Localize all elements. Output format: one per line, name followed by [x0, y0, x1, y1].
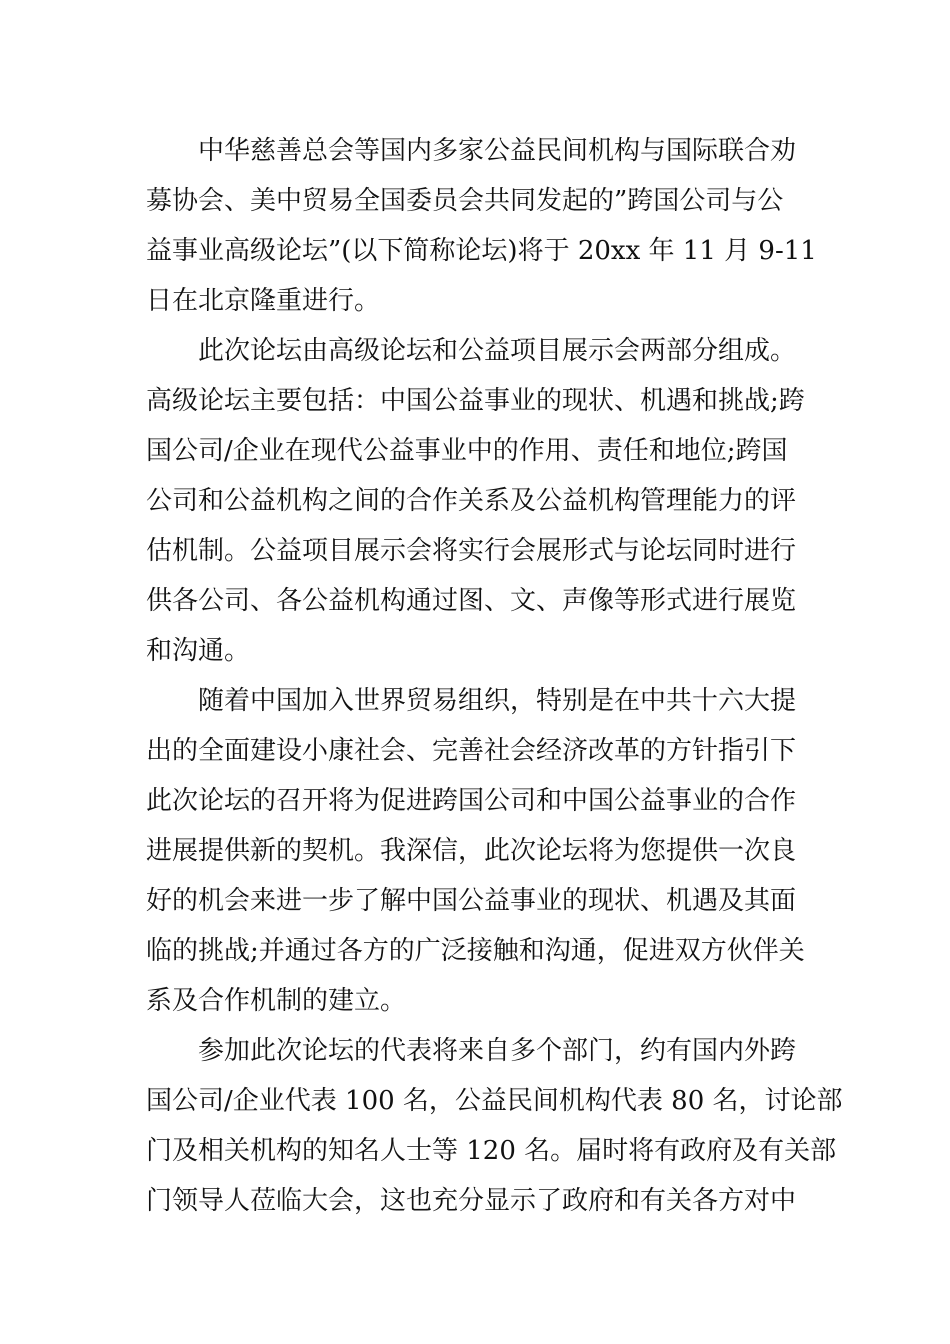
paragraph-2 — [146, 326, 806, 676]
text-line: 高级论坛主要包括：中国公益事业的现状、机遇和挑战;跨 — [146, 386, 805, 416]
text-line: 好的机会来进一步了解中国公益事业的现状、机遇及其面 — [146, 886, 797, 916]
text-line: 国公司/企业在现代公益事业中的作用、责任和地位;跨国 — [146, 436, 788, 466]
text-line: 门及相关机构的知名人士等 120 名。届时将有政府及有关部 — [146, 1136, 837, 1166]
document-body — [146, 126, 843, 1226]
paragraph-3 — [146, 676, 806, 1026]
paragraph-4 — [146, 1026, 843, 1226]
text-line: 日在北京隆重进行。 — [146, 286, 381, 316]
text-line: 随着中国加入世界贸易组织，特别是在中共十六大提 — [146, 686, 797, 716]
text-line: 此次论坛的召开将为促进跨国公司和中国公益事业的合作 — [146, 786, 797, 816]
text-line: 估机制。公益项目展示会将实行会展形式与论坛同时进行 — [146, 536, 797, 566]
text-line: 益事业高级论坛”(以下简称论坛)将于 20xx 年 11 月 9-11 — [146, 236, 817, 266]
text-line: 此次论坛由高级论坛和公益项目展示会两部分组成。 — [146, 336, 797, 366]
text-line: 供各公司、各公益机构通过图、文、声像等形式进行展览 — [146, 586, 797, 616]
text-line: 出的全面建设小康社会、完善社会经济改革的方针指引下 — [146, 736, 797, 766]
text-line: 门领导人莅临大会，这也充分显示了政府和有关各方对中 — [146, 1186, 797, 1216]
paragraph-1 — [146, 126, 817, 326]
text-line: 系及合作机制的建立。 — [146, 986, 407, 1016]
text-line: 和沟通。 — [146, 636, 251, 666]
text-line: 募协会、美中贸易全国委员会共同发起的”跨国公司与公 — [146, 186, 784, 216]
text-line: 临的挑战;并通过各方的广泛接触和沟通，促进双方伙伴关 — [146, 936, 805, 966]
text-line: 进展提供新的契机。我深信，此次论坛将为您提供一次良 — [146, 836, 797, 866]
text-line: 中华慈善总会等国内多家公益民间机构与国际联合劝 — [146, 136, 797, 166]
text-line: 参加此次论坛的代表将来自多个部门，约有国内外跨 — [146, 1036, 797, 1066]
text-line: 国公司/企业代表 100 名，公益民间机构代表 80 名，讨论部 — [146, 1086, 843, 1116]
text-line: 公司和公益机构之间的合作关系及公益机构管理能力的评 — [146, 486, 797, 516]
